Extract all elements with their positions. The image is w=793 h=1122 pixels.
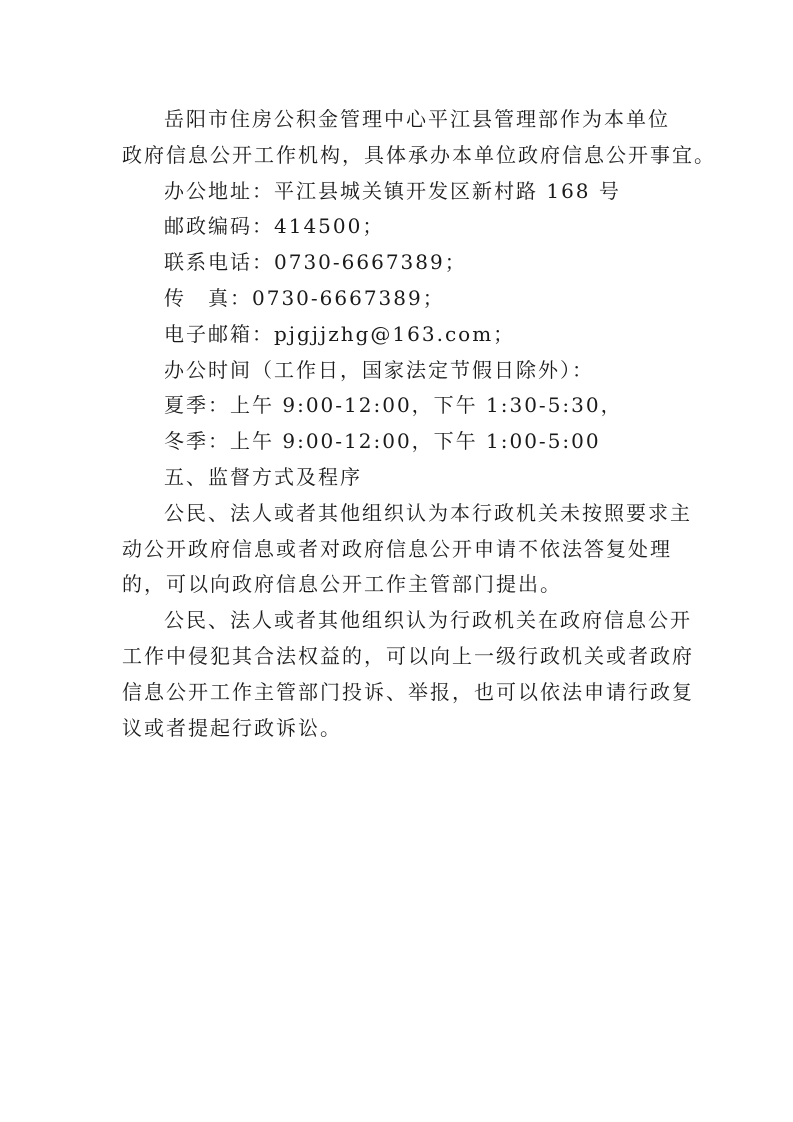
paragraph-postal-code xyxy=(122,209,682,245)
text-line: 电子邮箱：pjgjjzhg@163.com； xyxy=(164,321,516,346)
paragraph-winter-hours xyxy=(122,424,682,460)
paragraph-office-hours xyxy=(122,353,682,389)
text-line: 冬季：上午 9:00-12:00，下午 1:00-5:00 xyxy=(164,429,601,454)
text-line: 岳阳市住房公积金管理中心平江县管理部作为本单位 xyxy=(164,107,670,131)
paragraph-email xyxy=(122,317,682,353)
paragraph-phone xyxy=(122,245,682,281)
text-line: 动公开政府信息或者对政府信息公开申请不依法答复处理 xyxy=(122,536,672,561)
section-five-heading xyxy=(122,460,682,496)
text-line: 工作中侵犯其合法权益的，可以向上一级行政机关或者政府 xyxy=(122,643,694,668)
text-line: 公民、法人或者其他组织认为行政机关在政府信息公开 xyxy=(164,608,692,633)
text-line: 办公地址：平江县城关镇开发区新村路 168 号 xyxy=(164,178,621,203)
text-line: 邮政编码：414500； xyxy=(164,214,385,239)
text-line: 公民、法人或者其他组织认为本行政机关未按照要求主 xyxy=(164,500,692,525)
paragraph-office-address xyxy=(122,174,682,210)
paragraph-supervision-2 xyxy=(122,603,694,746)
document-body xyxy=(122,102,716,746)
paragraph-agency-intro xyxy=(122,102,716,174)
text-line: 政府信息公开工作机构，具体承办本单位政府信息公开事宜。 xyxy=(122,142,716,167)
paragraph-fax xyxy=(122,281,682,317)
text-line: 五、监督方式及程序 xyxy=(164,464,362,489)
text-line: 的，可以向政府信息公开工作主管部门提出。 xyxy=(122,572,562,597)
paragraph-summer-hours xyxy=(122,388,682,424)
text-line: 夏季：上午 9:00-12:00，下午 1:30-5:30， xyxy=(164,393,623,418)
text-line: 联系电话：0730-6667389； xyxy=(164,250,467,275)
text-line: 办公时间（工作日，国家法定节假日除外）： xyxy=(164,357,594,382)
paragraph-supervision-1 xyxy=(122,496,692,603)
text-line: 信息公开工作主管部门投诉、举报，也可以依法申请行政复 xyxy=(122,679,694,704)
text-line: 传 真：0730-6667389； xyxy=(164,285,445,310)
text-line: 议或者提起行政诉讼。 xyxy=(122,715,342,740)
